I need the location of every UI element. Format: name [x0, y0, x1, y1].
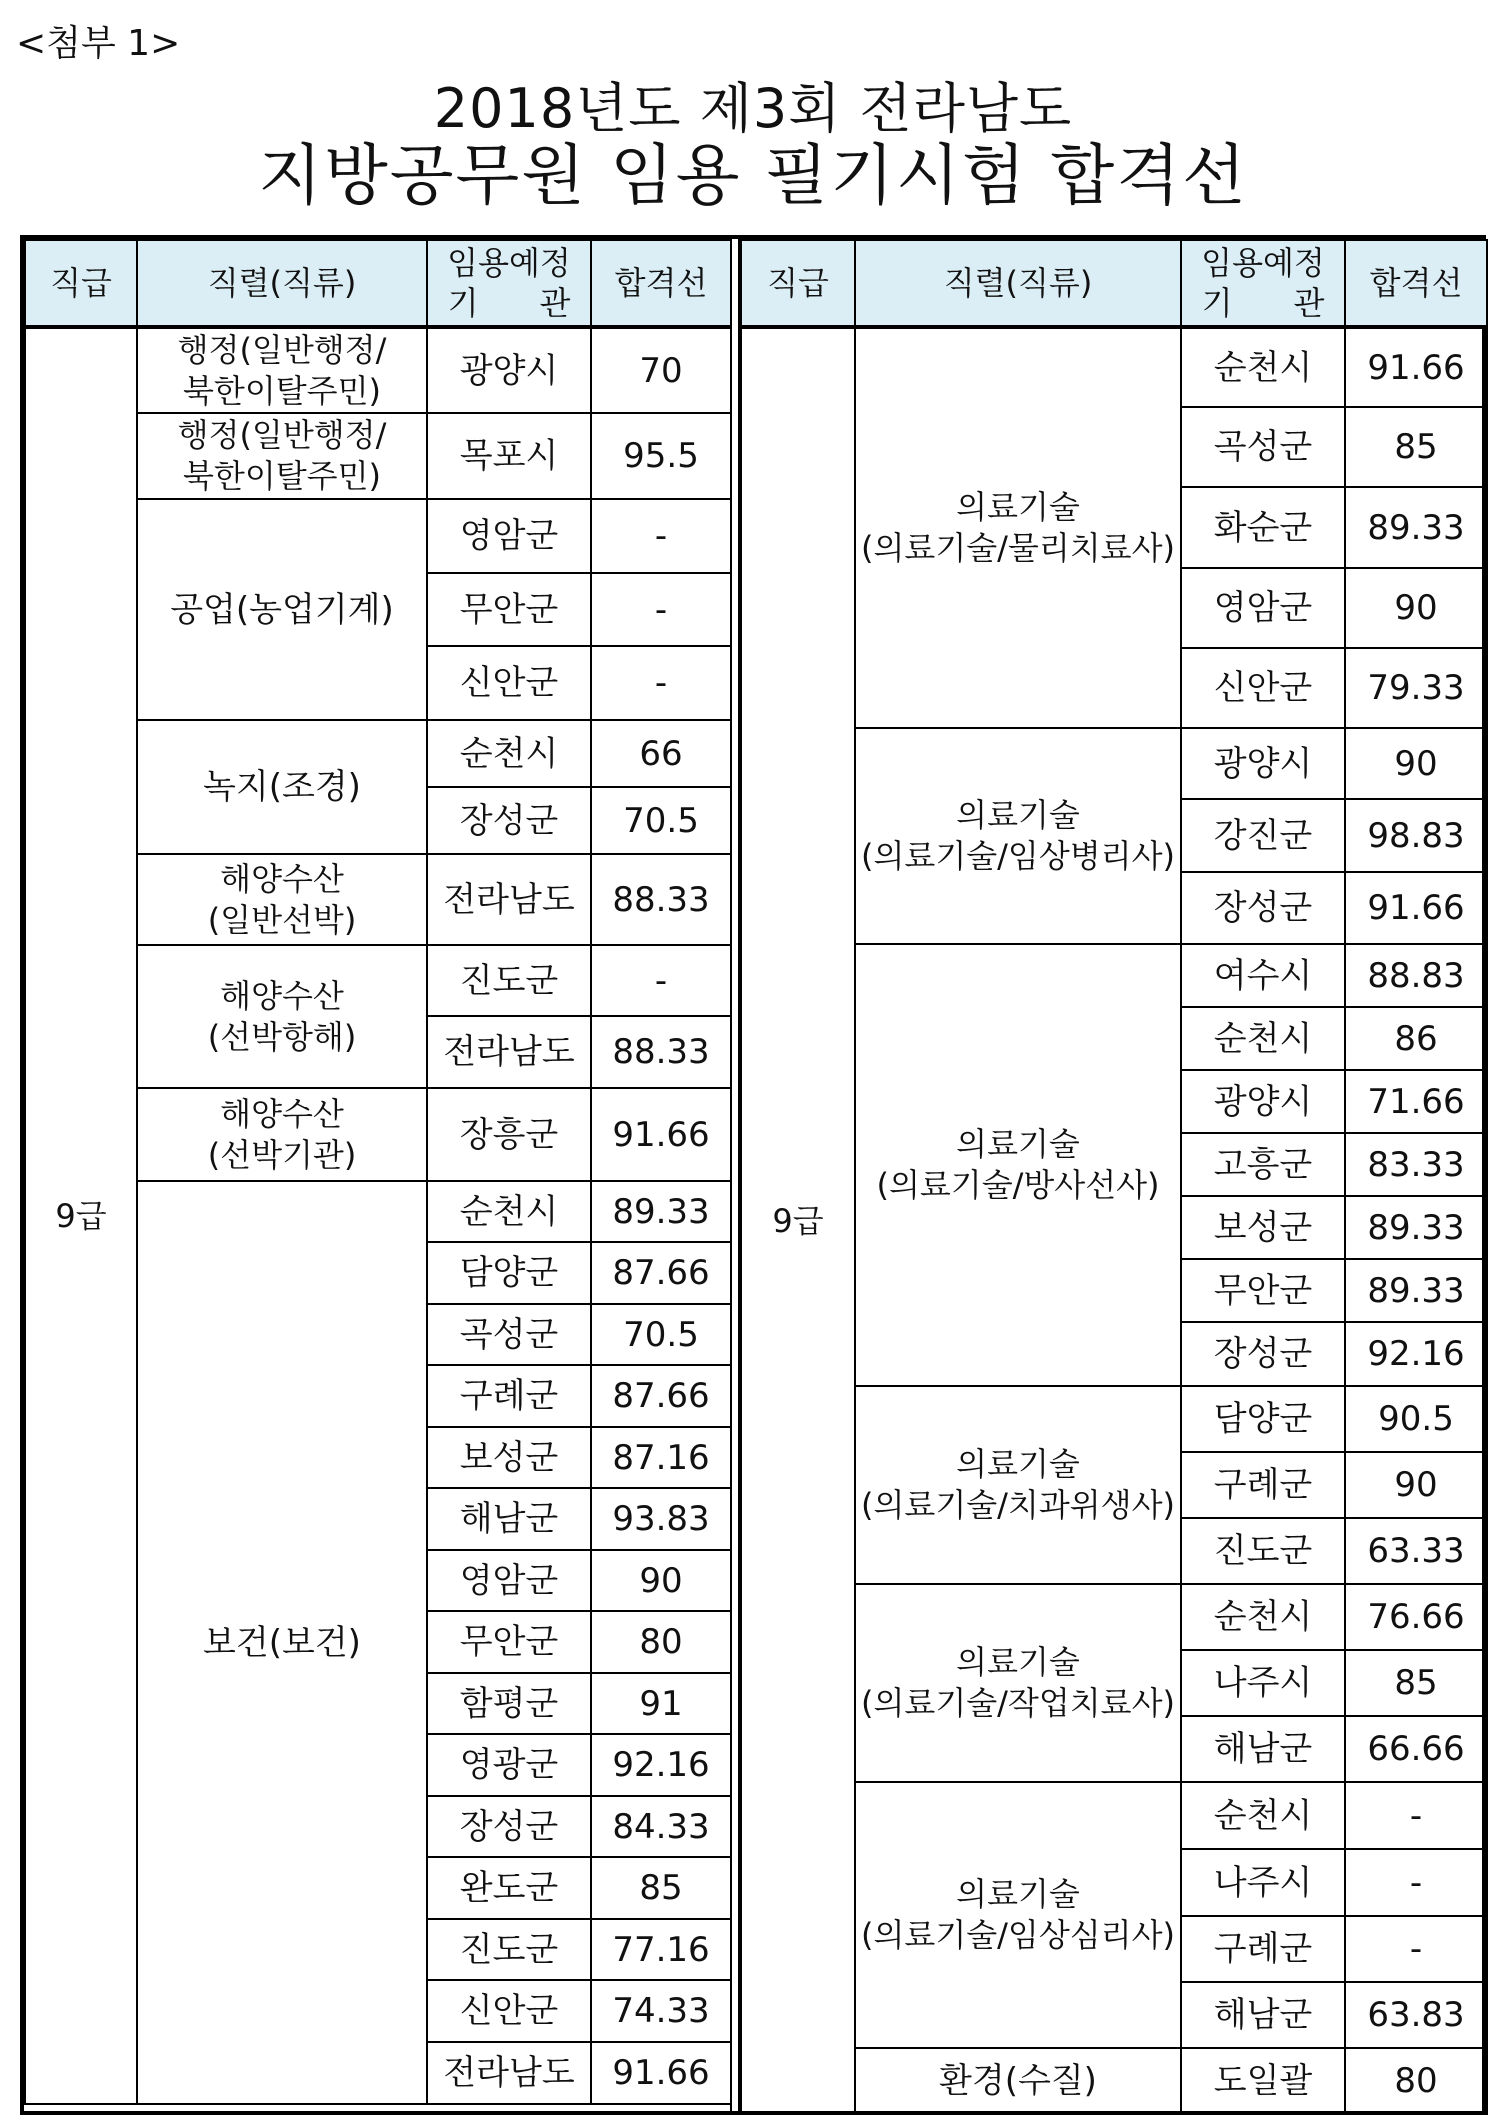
header-cutoff: 합격선 [1345, 240, 1487, 327]
agency-cell: 순천시 [427, 1181, 591, 1242]
series-line: 행정(일반행정/ [177, 330, 387, 369]
table-separator [730, 239, 740, 2111]
agency-cell: 보성군 [427, 1427, 591, 1488]
series-line: 의료기술 [956, 1445, 1080, 1483]
agency-cell: 진도군 [427, 1919, 591, 1980]
series-cell [137, 499, 427, 720]
cutoff-cell: 98.83 [1345, 799, 1487, 872]
cutoff-cell: 66 [591, 720, 731, 787]
grade-cell: 9급 [741, 327, 855, 2114]
series-cell [137, 413, 427, 499]
cutoff-cell: 70 [591, 327, 731, 413]
agency-cell: 순천시 [427, 720, 591, 787]
header-series: 직렬(직류) [137, 240, 427, 327]
cutoff-cell: 80 [1345, 2048, 1487, 2114]
title-line-1: 2018년도 제3회 전라남도 [433, 77, 1073, 140]
agency-cell: 진도군 [427, 945, 591, 1016]
series-line: 해양수산 [220, 1094, 344, 1133]
agency-cell: 해남군 [427, 1488, 591, 1550]
right-cutoff-table [740, 239, 1488, 2115]
header-series: 직렬(직류) [855, 240, 1181, 327]
header-agency-line2: 기 관 [1201, 284, 1325, 322]
cutoff-cell: 87.66 [591, 1242, 731, 1304]
agency-cell: 전라남도 [427, 2042, 591, 2104]
header-grade: 직급 [25, 240, 137, 327]
series-line: 해양수산 [220, 859, 344, 898]
series-line: (의료기술/방사선사) [876, 1166, 1160, 1204]
left-cutoff-table [24, 239, 732, 2105]
cutoff-cell: 87.66 [591, 1365, 731, 1427]
agency-cell: 영암군 [427, 1550, 591, 1611]
agency-cell: 장성군 [1181, 872, 1345, 944]
series-cell [137, 720, 427, 854]
cutoff-cell: 76.66 [1345, 1584, 1487, 1650]
cutoff-cell: 90.5 [1345, 1386, 1487, 1452]
cutoff-cell: 80 [591, 1611, 731, 1673]
series-line: 환경(수질) [939, 2061, 1097, 2101]
series-line: (선박기관) [207, 1135, 357, 1174]
cutoff-cell: 66.66 [1345, 1716, 1487, 1782]
header-cutoff: 합격선 [591, 240, 731, 327]
cutoff-cell: 63.83 [1345, 1982, 1487, 2048]
header-agency [1181, 240, 1345, 327]
series-line: 공업(농업기계) [170, 589, 394, 630]
agency-cell: 신안군 [427, 646, 591, 720]
cutoff-cell: 79.33 [1345, 648, 1487, 728]
cutoff-cell: 89.33 [1345, 487, 1487, 568]
agency-cell: 곡성군 [427, 1304, 591, 1365]
cutoff-cell: 88.33 [591, 854, 731, 945]
agency-cell: 순천시 [1181, 1007, 1345, 1070]
series-line: (의료기술/물리치료사) [861, 529, 1175, 567]
series-line: (일반선박) [207, 900, 357, 939]
cutoff-cell: 92.16 [591, 1734, 731, 1796]
cutoff-cell: - [591, 573, 731, 646]
header-grade: 직급 [741, 240, 855, 327]
series-cell [137, 945, 427, 1088]
cutoff-cell: - [591, 646, 731, 720]
agency-cell: 광양시 [427, 327, 591, 413]
header-row [741, 240, 1487, 327]
agency-cell: 보성군 [1181, 1196, 1345, 1259]
grade-cell: 9급 [25, 327, 137, 2104]
attachment-label: <첨부 1> [16, 23, 181, 64]
series-line: (의료기술/치과위생사) [861, 1486, 1175, 1524]
agency-cell: 함평군 [427, 1673, 591, 1734]
cutoff-cell: 70.5 [591, 787, 731, 854]
cutoff-cell: - [1345, 1916, 1487, 1982]
series-line: (의료기술/임상심리사) [861, 1916, 1175, 1954]
header-agency-line1: 임용예정 [447, 244, 571, 282]
agency-cell: 고흥군 [1181, 1133, 1345, 1196]
agency-cell: 구례군 [1181, 1916, 1345, 1982]
series-line: 의료기술 [956, 1643, 1080, 1681]
agency-cell: 해남군 [1181, 1716, 1345, 1782]
agency-cell: 전라남도 [427, 854, 591, 945]
cutoff-cell: 70.5 [591, 1304, 731, 1365]
cutoff-cell: 91.66 [1345, 872, 1487, 944]
cutoff-cell: 91.66 [591, 2042, 731, 2104]
agency-cell: 진도군 [1181, 1518, 1345, 1584]
cutoff-cell: 84.33 [591, 1796, 731, 1857]
cutoff-cell: - [1345, 1782, 1487, 1849]
cutoff-cell: 91 [591, 1673, 731, 1734]
header-agency [427, 240, 591, 327]
series-line: (의료기술/임상병리사) [861, 837, 1175, 875]
cutoff-cell: 95.5 [591, 413, 731, 499]
title-line-2: 지방공무원 임용 필기시험 합격선 [258, 137, 1248, 214]
agency-cell: 구례군 [1181, 1452, 1345, 1518]
series-line: (의료기술/작업치료사) [861, 1684, 1175, 1722]
series-line: 녹지(조경) [203, 767, 361, 807]
cutoff-cell: 85 [1345, 407, 1487, 487]
series-line: 북한이탈주민) [183, 457, 381, 495]
agency-cell: 순천시 [1181, 1782, 1345, 1849]
cutoff-cell: 89.33 [591, 1181, 731, 1242]
agency-cell: 장성군 [1181, 1322, 1345, 1386]
agency-cell: 무안군 [427, 1611, 591, 1673]
series-line: 의료기술 [956, 796, 1080, 834]
series-cell [855, 944, 1181, 1386]
series-line: 의료기술 [956, 1875, 1080, 1913]
table-row [25, 327, 731, 413]
cutoff-cell: 92.16 [1345, 1322, 1487, 1386]
agency-cell: 나주시 [1181, 1849, 1345, 1916]
agency-cell: 광양시 [1181, 1070, 1345, 1133]
series-cell [137, 854, 427, 945]
agency-cell: 목포시 [427, 413, 591, 499]
table-row [741, 327, 1487, 407]
series-cell [855, 1386, 1181, 1584]
cutoff-cell: 74.33 [591, 1980, 731, 2042]
agency-cell: 해남군 [1181, 1982, 1345, 2048]
cutoff-cell: 89.33 [1345, 1259, 1487, 1322]
agency-cell: 강진군 [1181, 799, 1345, 872]
header-row [25, 240, 731, 327]
cutoff-cell: 90 [591, 1550, 731, 1611]
agency-cell: 순천시 [1181, 1584, 1345, 1650]
series-line: 의료기술 [956, 488, 1080, 526]
agency-cell: 신안군 [427, 1980, 591, 2042]
series-cell [855, 2048, 1181, 2114]
cutoff-cell: 90 [1345, 728, 1487, 799]
agency-cell: 화순군 [1181, 487, 1345, 568]
cutoff-cell: 93.83 [591, 1488, 731, 1550]
cutoff-cell: 91.66 [591, 1088, 731, 1181]
cutoff-cell: 71.66 [1345, 1070, 1487, 1133]
agency-cell: 담양군 [427, 1242, 591, 1304]
agency-cell: 나주시 [1181, 1650, 1345, 1716]
series-line: 북한이탈주민) [183, 371, 381, 410]
agency-cell: 순천시 [1181, 327, 1345, 407]
series-cell [855, 1584, 1181, 1782]
series-line: 행정(일반행정/ [177, 416, 387, 454]
series-line: (선박항해) [207, 1017, 357, 1056]
agency-cell: 영암군 [1181, 568, 1345, 648]
cutoff-cell: 77.16 [591, 1919, 731, 1980]
agency-cell: 무안군 [1181, 1259, 1345, 1322]
cutoff-cell: 63.33 [1345, 1518, 1487, 1584]
agency-cell: 구례군 [427, 1365, 591, 1427]
cutoff-cell: 88.33 [591, 1016, 731, 1088]
agency-cell: 영암군 [427, 499, 591, 573]
series-line: 해양수산 [220, 976, 344, 1015]
agency-cell: 장성군 [427, 1796, 591, 1857]
cutoff-cell: - [591, 945, 731, 1016]
agency-cell: 곡성군 [1181, 407, 1345, 487]
series-line: 보건(보건) [203, 1622, 361, 1663]
cutoff-cell: 91.66 [1345, 327, 1487, 407]
agency-cell: 장성군 [427, 787, 591, 854]
agency-cell: 광양시 [1181, 728, 1345, 799]
cutoff-cell: 90 [1345, 568, 1487, 648]
cutoff-cell: 88.83 [1345, 944, 1487, 1007]
cutoff-cell: 83.33 [1345, 1133, 1487, 1196]
agency-cell: 완도군 [427, 1857, 591, 1919]
series-cell [855, 327, 1181, 728]
cutoff-cell: 89.33 [1345, 1196, 1487, 1259]
cutoff-cell: 90 [1345, 1452, 1487, 1518]
cutoff-cell: 85 [591, 1857, 731, 1919]
agency-cell: 영광군 [427, 1734, 591, 1796]
agency-cell: 여수시 [1181, 944, 1345, 1007]
series-cell [137, 1088, 427, 1181]
agency-cell: 담양군 [1181, 1386, 1345, 1452]
cutoff-cell: - [1345, 1849, 1487, 1916]
header-agency-line2: 기 관 [447, 284, 571, 322]
cutoff-cell: 87.16 [591, 1427, 731, 1488]
agency-cell: 신안군 [1181, 648, 1345, 728]
agency-cell: 도일괄 [1181, 2048, 1345, 2114]
series-line: 의료기술 [956, 1125, 1080, 1163]
header-agency-line1: 임용예정 [1201, 244, 1325, 282]
series-cell [137, 327, 427, 413]
cutoff-cell: - [591, 499, 731, 573]
agency-cell: 전라남도 [427, 1016, 591, 1088]
cutoff-cell: 85 [1345, 1650, 1487, 1716]
agency-cell: 무안군 [427, 573, 591, 646]
series-cell [855, 1782, 1181, 2048]
series-cell [855, 728, 1181, 944]
agency-cell: 장흥군 [427, 1088, 591, 1181]
series-cell [137, 1181, 427, 2104]
cutoff-cell: 86 [1345, 1007, 1487, 1070]
